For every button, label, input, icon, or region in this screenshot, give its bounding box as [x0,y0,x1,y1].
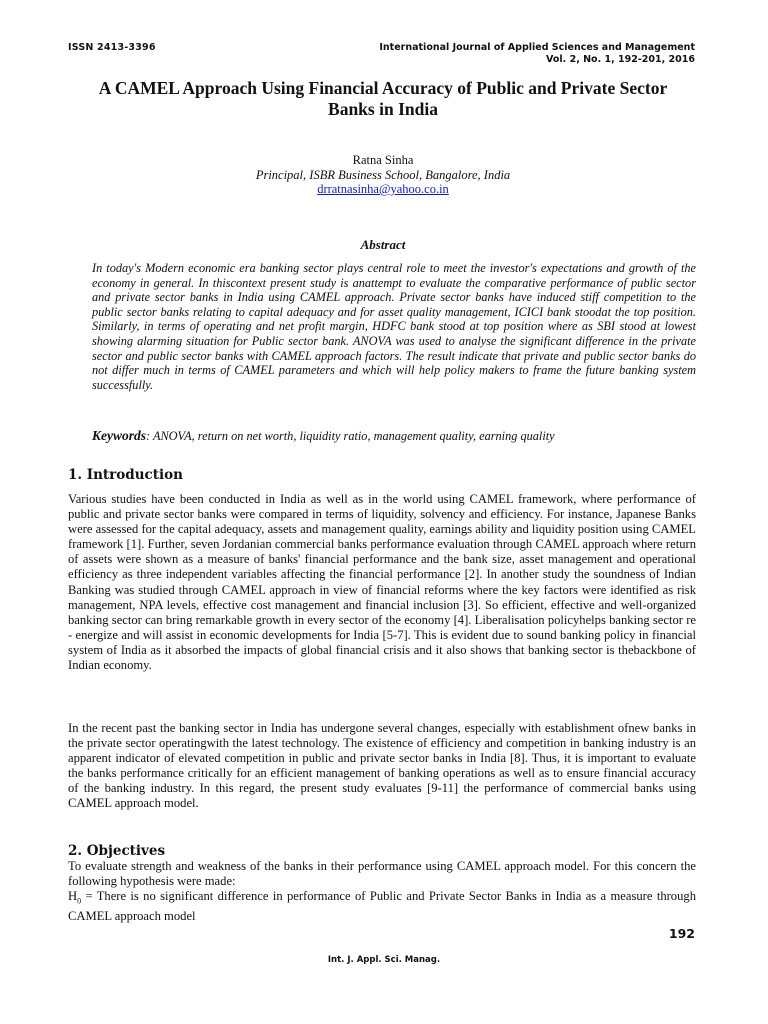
author-email-link[interactable]: drratnasinha@yahoo.co.in [317,182,449,196]
page-number: 192 [668,926,695,941]
objectives-text: To evaluate strength and weakness of the banks in their performance using CAMEL approach model. For this concern the following hypothesis were made: [68,859,696,889]
issn-header: ISSN 2413-3396 [68,42,156,53]
hypothesis-text: = There is no significant difference in performance of Public and Private Sector Banks in India as a measure through CAMEL approach model [68,889,696,923]
author-name: Ratna Sinha [352,153,414,167]
hypothesis-line [68,889,696,924]
keywords-text: : ANOVA, return on net worth, liquidity ratio, management quality, earning quality [146,429,555,443]
keywords-label: Keywords [92,428,146,443]
journal-header [379,42,695,66]
introduction-paragraph-2: In the recent past the banking sector in India has undergone several changes, especially with establishment ofnew banks in the private sector operatingwith the latest technology. The existence of efficiency and competition in banking industry is an apparent indicator of elevated competition in public and private sector banks in India [8]. Thus, it is important to evaluate the banks performance critically for an efficient management of banking operations as well as to ensure financial accuracy of the banking industry. In this regard, the present study evaluates [9-11] the performance of commercial banks using CAMEL approach model. [68,721,696,811]
hypothesis-symbol: H [68,889,78,904]
journal-volume: Vol. 2, No. 1, 192-201, 2016 [546,54,695,65]
title-line-2: Banks in India [328,99,438,119]
hypothesis-subscript: 0 [77,896,82,906]
title-line-1: A CAMEL Approach Using Financial Accuracy of Public and Private Sector [98,78,668,98]
author-email-line [68,182,698,197]
introduction-paragraph-1: Various studies have been conducted in India as well as in the world using CAMEL framework, where performance of public and private sector banks were compared in terms of liquidity, solvency and efficiency. For instance, Japanese Banks were assessed for the capital adequacy, assets and management quality, earnings ability and liquidity position using CAMEL framework [1]. Further, seven Jordanian commercial banks performance evaluation through CAMEL approach where return of assets were shown as a measure of banks' financial performance and the bank size, asset management and operational efficiency as three independent variables affecting the financial performance [2]. In another study the soundness of Indian Banking was studied through CAMEL approach in view of financial reforms where the key factors were identified as risk management, NPA levels, effective cost management and financial inclusion [3]. So efficient, effective and well-organized banking sector can bring remarkable growth in every sector of the economy [4]. Liberalisation policyhelps banking sector re - energize and will assist in economic developments for India [5-7]. This is evident due to sound banking policy in financial system of India as it absorbed the impacts of global financial crisis and it also shows that banking sector is thebackbone of Indian economy. [68,492,696,673]
abstract-text: In today's Modern economic era banking sector plays central role to meet the investor's expectations and growth of the economy in general. In thiscontext present study is anattempt to evaluate the comparative performance of public sector and private sector banks in India using CAMEL approach. Private sector banks have induced stiff competition to the public sector banks relating to capital adequacy and for asset quality management, ICICI bank stoodat the top position. Similarly, in terms of operating and net profit margin, HDFC bank stood at top position where as SBI stood at lowest showing alarming situation for Public sector bank. ANOVA was used to analyse the significant difference in the private sector and public sector banks with CAMEL approach factors. The result indicate that private and public sector banks do not differ much in terms of CAMEL parameters and which will help policy makers to frame the future banking system successfully. [92,261,696,392]
journal-name: International Journal of Applied Sciences and Management [379,42,695,53]
introduction-heading: 1. Introduction [68,467,183,483]
objectives-body [68,859,696,924]
author-affiliation: Principal, ISBR Business School, Bangalore, India [255,168,511,182]
journal-footer: Int. J. Appl. Sci. Manag. [327,955,441,965]
abstract-heading: Abstract [360,237,406,252]
objectives-heading: 2. Objectives [68,843,166,859]
keywords-line [92,428,696,444]
paper-title [68,78,698,120]
